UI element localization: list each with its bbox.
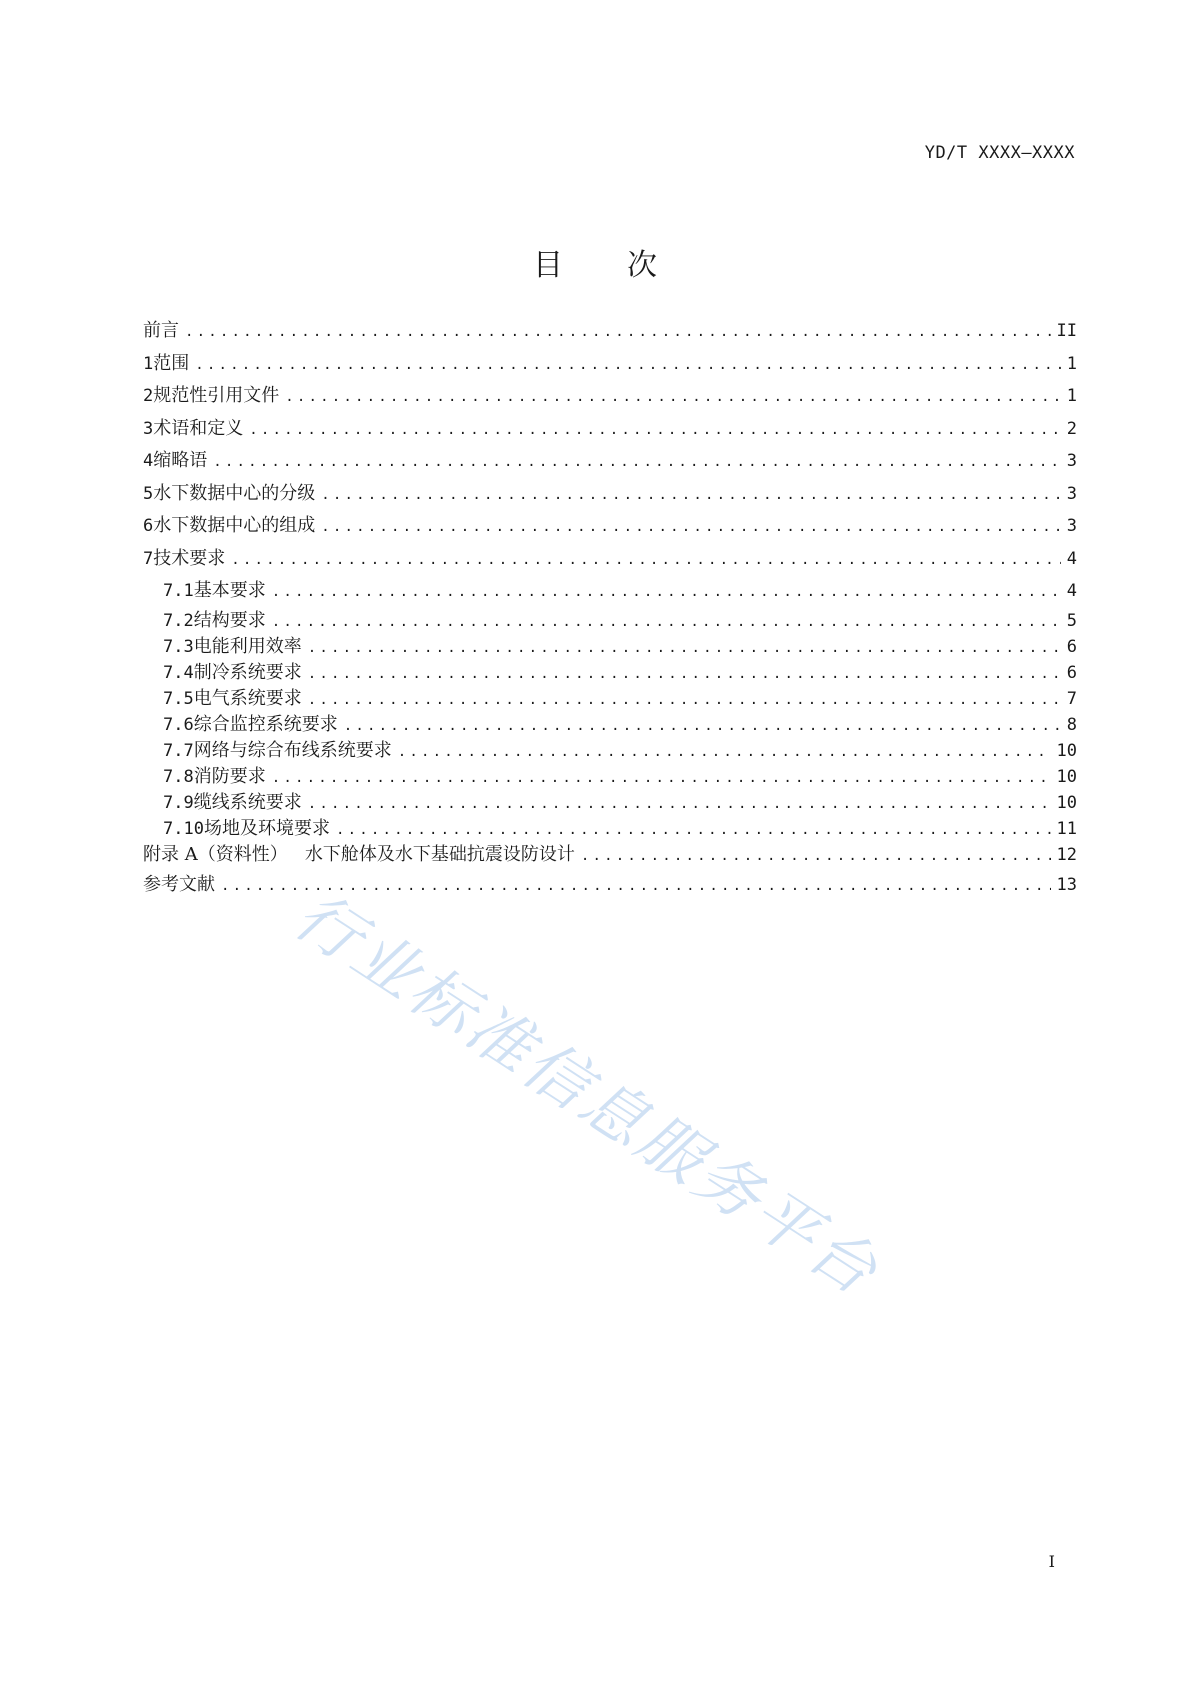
toc-entry-number: 7.8 (163, 767, 194, 787)
toc-entry-number: 5 (143, 483, 154, 504)
toc-entry-page: 7 (1066, 689, 1077, 709)
toc-entry-page: 3 (1066, 483, 1077, 504)
toc-entry-6[interactable] (143, 511, 1077, 544)
toc-entry-3[interactable] (143, 414, 1077, 447)
toc-entry-page: 3 (1066, 451, 1077, 471)
toc-entry-foreword[interactable] (143, 316, 1077, 349)
toc-leader-dots (321, 487, 1061, 503)
toc-entry-number: 3 (143, 418, 154, 439)
toc-entry-label: 缆线系统要求 (193, 792, 302, 813)
toc-entry-number: 7.5 (163, 689, 194, 709)
toc-leader-dots (344, 718, 1061, 734)
toc-leader-dots (308, 640, 1061, 656)
toc-entry-number: 7.7 (163, 741, 194, 761)
toc-leader-dots (213, 454, 1061, 470)
toc-entry-number: 2 (143, 386, 154, 406)
toc-leader-dots (185, 324, 1051, 340)
toc-entry-page: 5 (1066, 611, 1077, 631)
toc-entry-5[interactable] (143, 479, 1077, 512)
toc-leader-dots (336, 822, 1051, 838)
toc-entry-page: 6 (1066, 637, 1077, 657)
toc-entry-page: 4 (1066, 581, 1077, 601)
toc-entry-label: 结构要求 (193, 610, 266, 631)
toc-entry-number: 7.10 (163, 819, 204, 839)
toc-entry-page: 13 (1056, 875, 1077, 895)
toc-entry-2[interactable] (143, 381, 1077, 414)
toc-entry-7-9[interactable] (143, 788, 1077, 814)
toc-entry-label: 水下数据中心的分级 (153, 482, 316, 504)
toc-entry-page: 3 (1066, 516, 1077, 536)
toc-entry-7-1[interactable] (143, 576, 1077, 606)
toc-entry-number: 7.2 (163, 611, 194, 631)
toc-entry-page: 8 (1066, 715, 1077, 735)
toc-leader-dots (272, 770, 1051, 786)
toc-leader-dots (308, 796, 1051, 812)
toc-leader-dots (195, 357, 1061, 373)
toc-entry-page: II (1056, 321, 1077, 341)
toc-leader-dots (308, 666, 1061, 682)
toc-leader-dots (581, 848, 1051, 864)
toc-entry-4[interactable] (143, 446, 1077, 479)
page-title: 目次 (533, 248, 721, 283)
toc-entry-page: 10 (1056, 767, 1077, 787)
toc-entry-7-3[interactable] (143, 632, 1077, 658)
toc-leader-dots (285, 389, 1061, 405)
toc-entry-number: 7.1 (163, 581, 194, 601)
toc-entry-label: 缩略语 (153, 450, 208, 471)
toc-entry-number: 7.6 (163, 715, 194, 735)
toc-leader-dots (272, 614, 1061, 630)
toc-entry-label: 电能利用效率 (193, 636, 302, 657)
toc-entry-label: 水下数据中心的组成 (153, 515, 316, 536)
toc-entry-number: 1 (143, 353, 154, 374)
toc-entry-7[interactable] (143, 544, 1077, 577)
toc-entry-label: 术语和定义 (153, 417, 244, 439)
toc-entry-label: 制冷系统要求 (193, 662, 302, 683)
toc-entry-appendix-a[interactable] (143, 840, 1077, 870)
toc-entry-page: 11 (1056, 819, 1077, 839)
toc-entry-1[interactable] (143, 349, 1077, 382)
document-code: YD/T XXXX—XXXX (924, 143, 1075, 163)
toc-entry-label: 参考文献 (143, 874, 215, 895)
toc-entry-page: 10 (1056, 741, 1077, 761)
toc-entry-number: 7.4 (163, 663, 194, 683)
toc-entry-label: 附录 A（资料性） 水下舱体及水下基础抗震设防设计 (143, 844, 575, 865)
toc-entry-label: 电气系统要求 (193, 688, 302, 709)
toc-leader-dots (321, 519, 1061, 535)
toc-entry-page: 10 (1056, 793, 1077, 813)
toc-entry-number: 7.9 (163, 793, 194, 813)
toc-entry-label: 消防要求 (193, 766, 266, 787)
toc-entry-label: 前言 (143, 320, 179, 341)
toc-leader-dots (308, 692, 1061, 708)
toc-entry-label: 综合监控系统要求 (193, 714, 338, 735)
toc-leader-dots (231, 552, 1061, 568)
toc-entry-number: 7.3 (163, 637, 194, 657)
toc-entry-page: 4 (1066, 548, 1077, 569)
toc-leader-dots (272, 584, 1061, 600)
toc-entry-7-2[interactable] (143, 606, 1077, 632)
toc-entry-label: 场地及环境要求 (203, 818, 330, 839)
toc-entry-page: 1 (1066, 386, 1077, 406)
watermark: 行业标准信息服务平台 (281, 878, 893, 1312)
toc-leader-dots (398, 744, 1051, 760)
toc-entry-bibliography[interactable] (143, 870, 1077, 903)
toc-entry-label: 范围 (153, 352, 190, 374)
toc-entry-7-7[interactable] (143, 736, 1077, 762)
toc-entry-7-8[interactable] (143, 762, 1077, 788)
toc-entry-number: 4 (143, 451, 154, 471)
toc-entry-7-4[interactable] (143, 658, 1077, 684)
toc-entry-label: 网络与综合布线系统要求 (193, 740, 392, 761)
toc-entry-number: 7 (143, 548, 154, 569)
toc-entry-page: 2 (1066, 418, 1077, 439)
toc-entry-page: 1 (1066, 353, 1077, 374)
page-number: I (1048, 1552, 1055, 1571)
table-of-contents (143, 316, 1077, 903)
toc-entry-label: 基本要求 (193, 580, 266, 601)
toc-entry-label: 技术要求 (153, 547, 226, 569)
toc-leader-dots (249, 422, 1061, 438)
toc-entry-7-5[interactable] (143, 684, 1077, 710)
toc-entry-label: 规范性引用文件 (153, 385, 280, 406)
toc-entry-number: 6 (143, 516, 154, 536)
toc-entry-7-10[interactable] (143, 814, 1077, 840)
toc-entry-page: 6 (1066, 663, 1077, 683)
toc-entry-7-6[interactable] (143, 710, 1077, 736)
toc-entry-page: 12 (1056, 845, 1077, 865)
